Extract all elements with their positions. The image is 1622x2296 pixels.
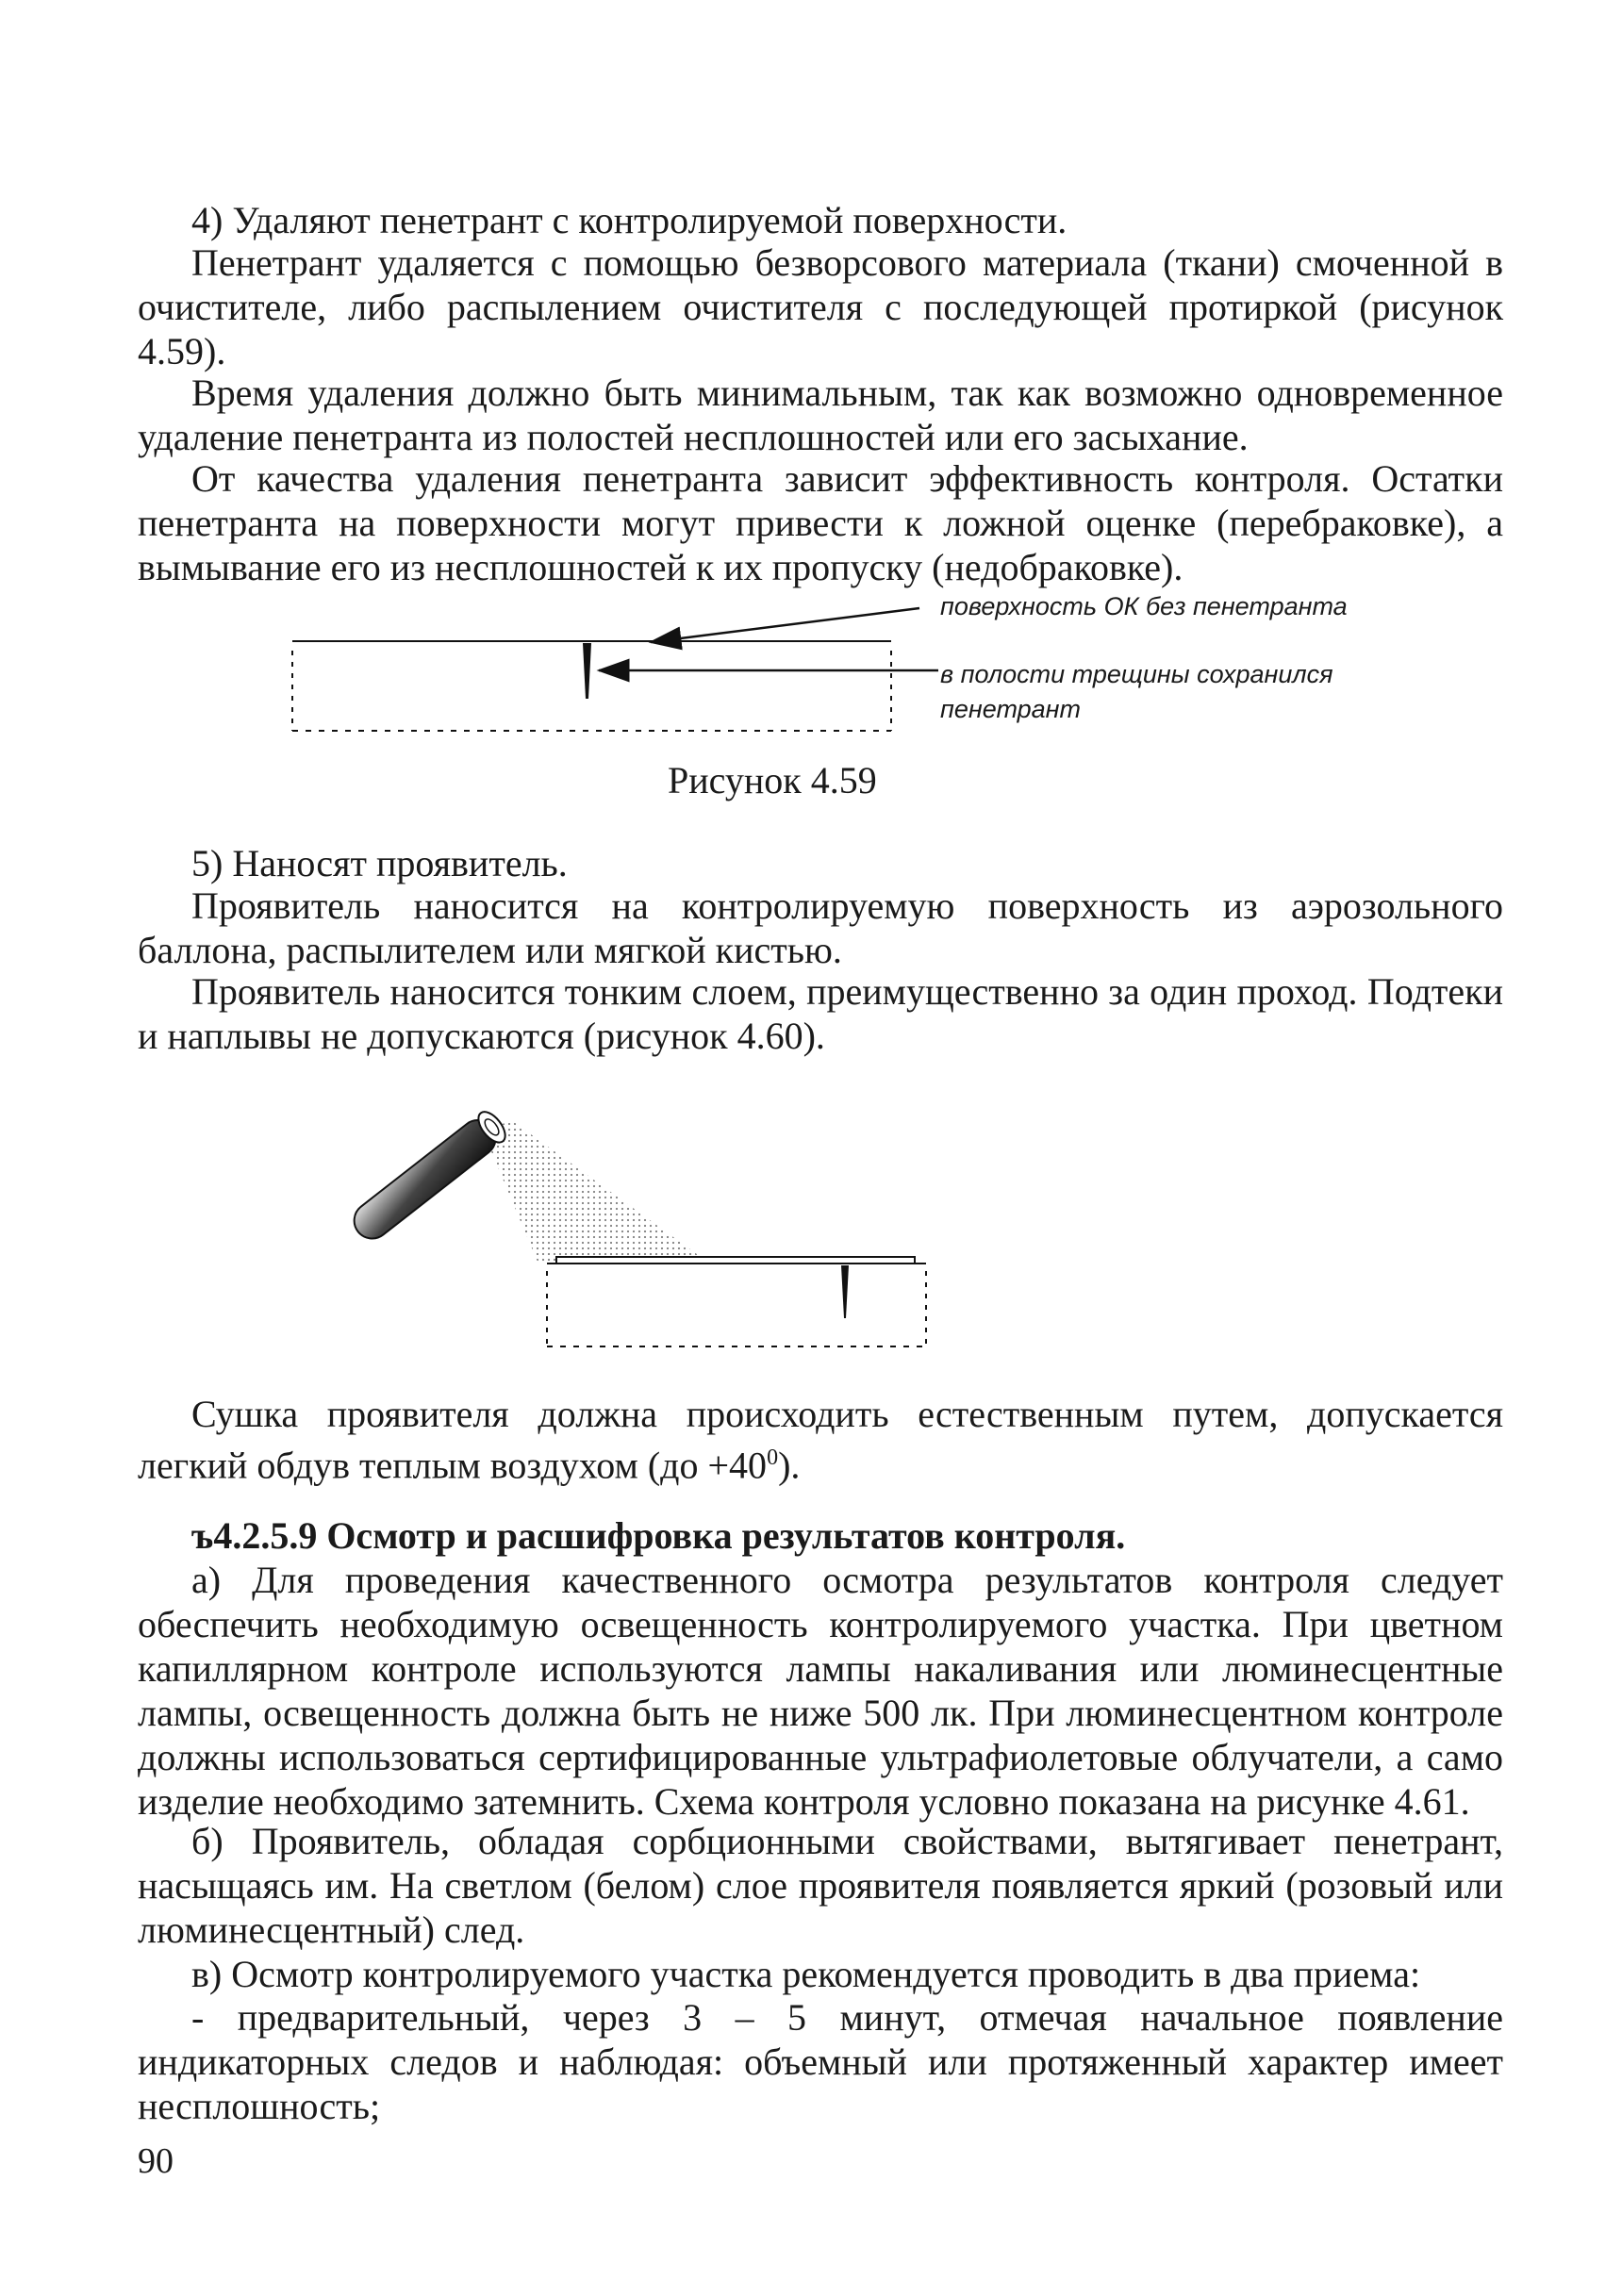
section-heading-4-2-5-9: ъ4.2.5.9 Осмотр и расшифровка результатов контроля. bbox=[191, 1514, 1126, 1557]
paragraph-two-stage-inspection: в) Осмотр контролируемого участка рекомендуется проводить в два приема: bbox=[191, 1953, 1421, 1995]
paragraph-preliminary-inspection: - предварительный, через 3 – 5 минут, отмечая начальное появление индикаторных следов и наблюдая: объемный или протяженный характер имеет несплошность; bbox=[138, 1996, 1503, 2127]
crack-mark bbox=[583, 643, 591, 699]
figure-4-60-diagram bbox=[349, 1094, 1160, 1367]
label-crack-penetrant-line1: в полости трещины сохранился bbox=[940, 660, 1333, 688]
paragraph-developer-sorption: б) Проявитель, обладая сорбционными свойствами, вытягивает пенетрант, насыщаясь им. На светлом (белом) слое проявителя появляется яркий (розовый или люминесцентный) след. bbox=[138, 1820, 1503, 1951]
paragraph-developer-layer: Проявитель наносится тонким слоем, преимущественно за один проход. Подтеки и наплывы не допускаются (рисунок 4.60). bbox=[138, 970, 1503, 1057]
paragraph-developer-drying: Сушка проявителя должна происходить естественным путем, допускается легкий обдув теплым воздухом $(до +40^0)$. bbox=[138, 1393, 1503, 1487]
aerosol-can-icon bbox=[349, 1107, 510, 1246]
paragraph-removal-time: Время удаления должно быть минимальным, так как возможно одновременное удаление пенетранта из полостей несплошностей или его засыхание. bbox=[138, 372, 1503, 458]
paragraph-removal-quality: От качества удаления пенетранта зависит эффективность контроля. Остатки пенетранта на поверхности могут привести к ложной оценке (перебраковке), а вымывание его из несплошностей к их пропуску (недобраковке). bbox=[138, 457, 1503, 588]
paragraph-developer-application: Проявитель наносится на контролируемую поверхность из аэрозольного баллона, распылителем или мягкой кистью. bbox=[138, 884, 1503, 971]
figure-4-59-caption: Рисунок 4.59 bbox=[668, 759, 877, 801]
label-surface-without-penetrant: поверхность ОК без пенетранта bbox=[940, 592, 1348, 620]
step-4-title: 4) Удаляют пенетрант с контролируемой поверхности. bbox=[191, 199, 1068, 241]
page-number: 90 bbox=[138, 2141, 174, 2181]
spray-cloud bbox=[481, 1122, 707, 1262]
crack-mark-2 bbox=[841, 1265, 849, 1318]
developer-layer bbox=[556, 1257, 915, 1264]
step-5-title: 5) Наносят проявитель. bbox=[191, 842, 568, 884]
label-crack-penetrant-line2: пенетрант bbox=[940, 695, 1082, 723]
paragraph-penetrant-removal: Пенетрант удаляется с помощью безворсового материала (ткани) смоченной в очистителе, либо распылением очистителя с последующей протиркой (рисунок 4.59). bbox=[138, 241, 1503, 372]
paragraph-inspection-lighting: а) Для проведения качественного осмотра результатов контроля следует обеспечить необходимую освещенность контролируемого участка. При цветном капиллярном контроле используются лампы накаливания или люминесцентные лампы, освещенность должна быть не ниже 500 лк. При люминесцентном контроле должны использоваться сертифицированные ультрафиолетовые облучатели, а само изделие необходимо затемнить. Схема контроля условно показана на рисунке 4.61. bbox=[138, 1559, 1503, 1823]
